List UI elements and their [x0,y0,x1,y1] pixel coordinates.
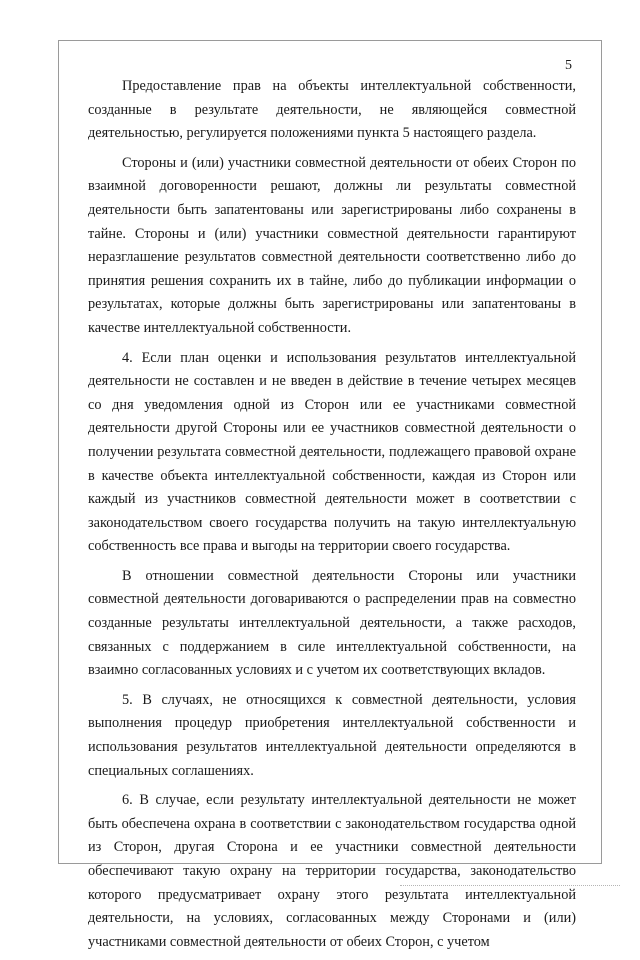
paragraph-rights-distribution: В отношении совместной деятельности Стороны или участники совместной деятельности договариваются о распределении прав на совместно созданные результаты интеллектуальной деятельности, а также расходов, связанных с поддержанием в силе интеллектуальной собственности, на взаимно согласованных условиях и с учетом их соответствующих вкладов. [88,567,576,679]
paragraph-clause-5: 5. В случаях, не относящихся к совместной деятельности, условия выполнения процедур приобретения интеллектуальной собственности и использования результатов интеллектуальной деятельности определяются в специальных соглашениях. [88,691,576,779]
document-body [88,75,576,960]
page-number: 5 [565,58,572,73]
paragraph-clause-4: 4. Если план оценки и использования результатов интеллектуальной деятельности не составлен и не введен в действие в течение четырех месяцев со дня уведомления одной из Сторон или ее участниками совместной деятельности другой Стороны или ее участников совместной деятельности о получении результата совместной деятельности, подлежащего правовой охране в качестве объекта интеллектуальной собственности, каждая из Сторон или каждый из участников совместной деятельности может в соответствии с законодательством своего государства получить на такую интеллектуальную собственность все права и выгоды на территории своего государства. [88,349,576,555]
paragraph-ip-rights: Предоставление прав на объекты интеллектуальной собственности, созданные в результате деятельности, не являющейся совместной деятельностью, регулируется положениями пункта 5 настоящего раздела. [88,78,576,142]
paragraph-clause-6: 6. В случае, если результату интеллектуальной деятельности не может быть обеспечена охрана в соответствии с законодательством государства одной из Сторон, другая Сторона и ее участники совместной деятельности обеспечивают такую охрану на территории государства, законодательство которого предусматривает охрану этого результата интеллектуальной деятельности, на условиях, согласованных между Сторонами и (или) участниками совместной деятельности от обеих Сторон, с учетом [88,792,576,950]
scan-edge-mark [400,885,620,888]
paragraph-patent-decision: Стороны и (или) участники совместной деятельности от обеих Сторон по взаимной договоренности решают, должны ли результаты совместной деятельности быть запатентованы или зарегистрированы либо сохранены в тайне. Стороны и (или) участники совместной деятельности гарантируют неразглашение результатов совместной деятельности соответственно либо до принятия решения сохранить их в тайне, либо до публикации информации о результатах, которые должны быть зарегистрированы или запатентованы в качестве интеллектуальной собственности. [88,154,576,336]
